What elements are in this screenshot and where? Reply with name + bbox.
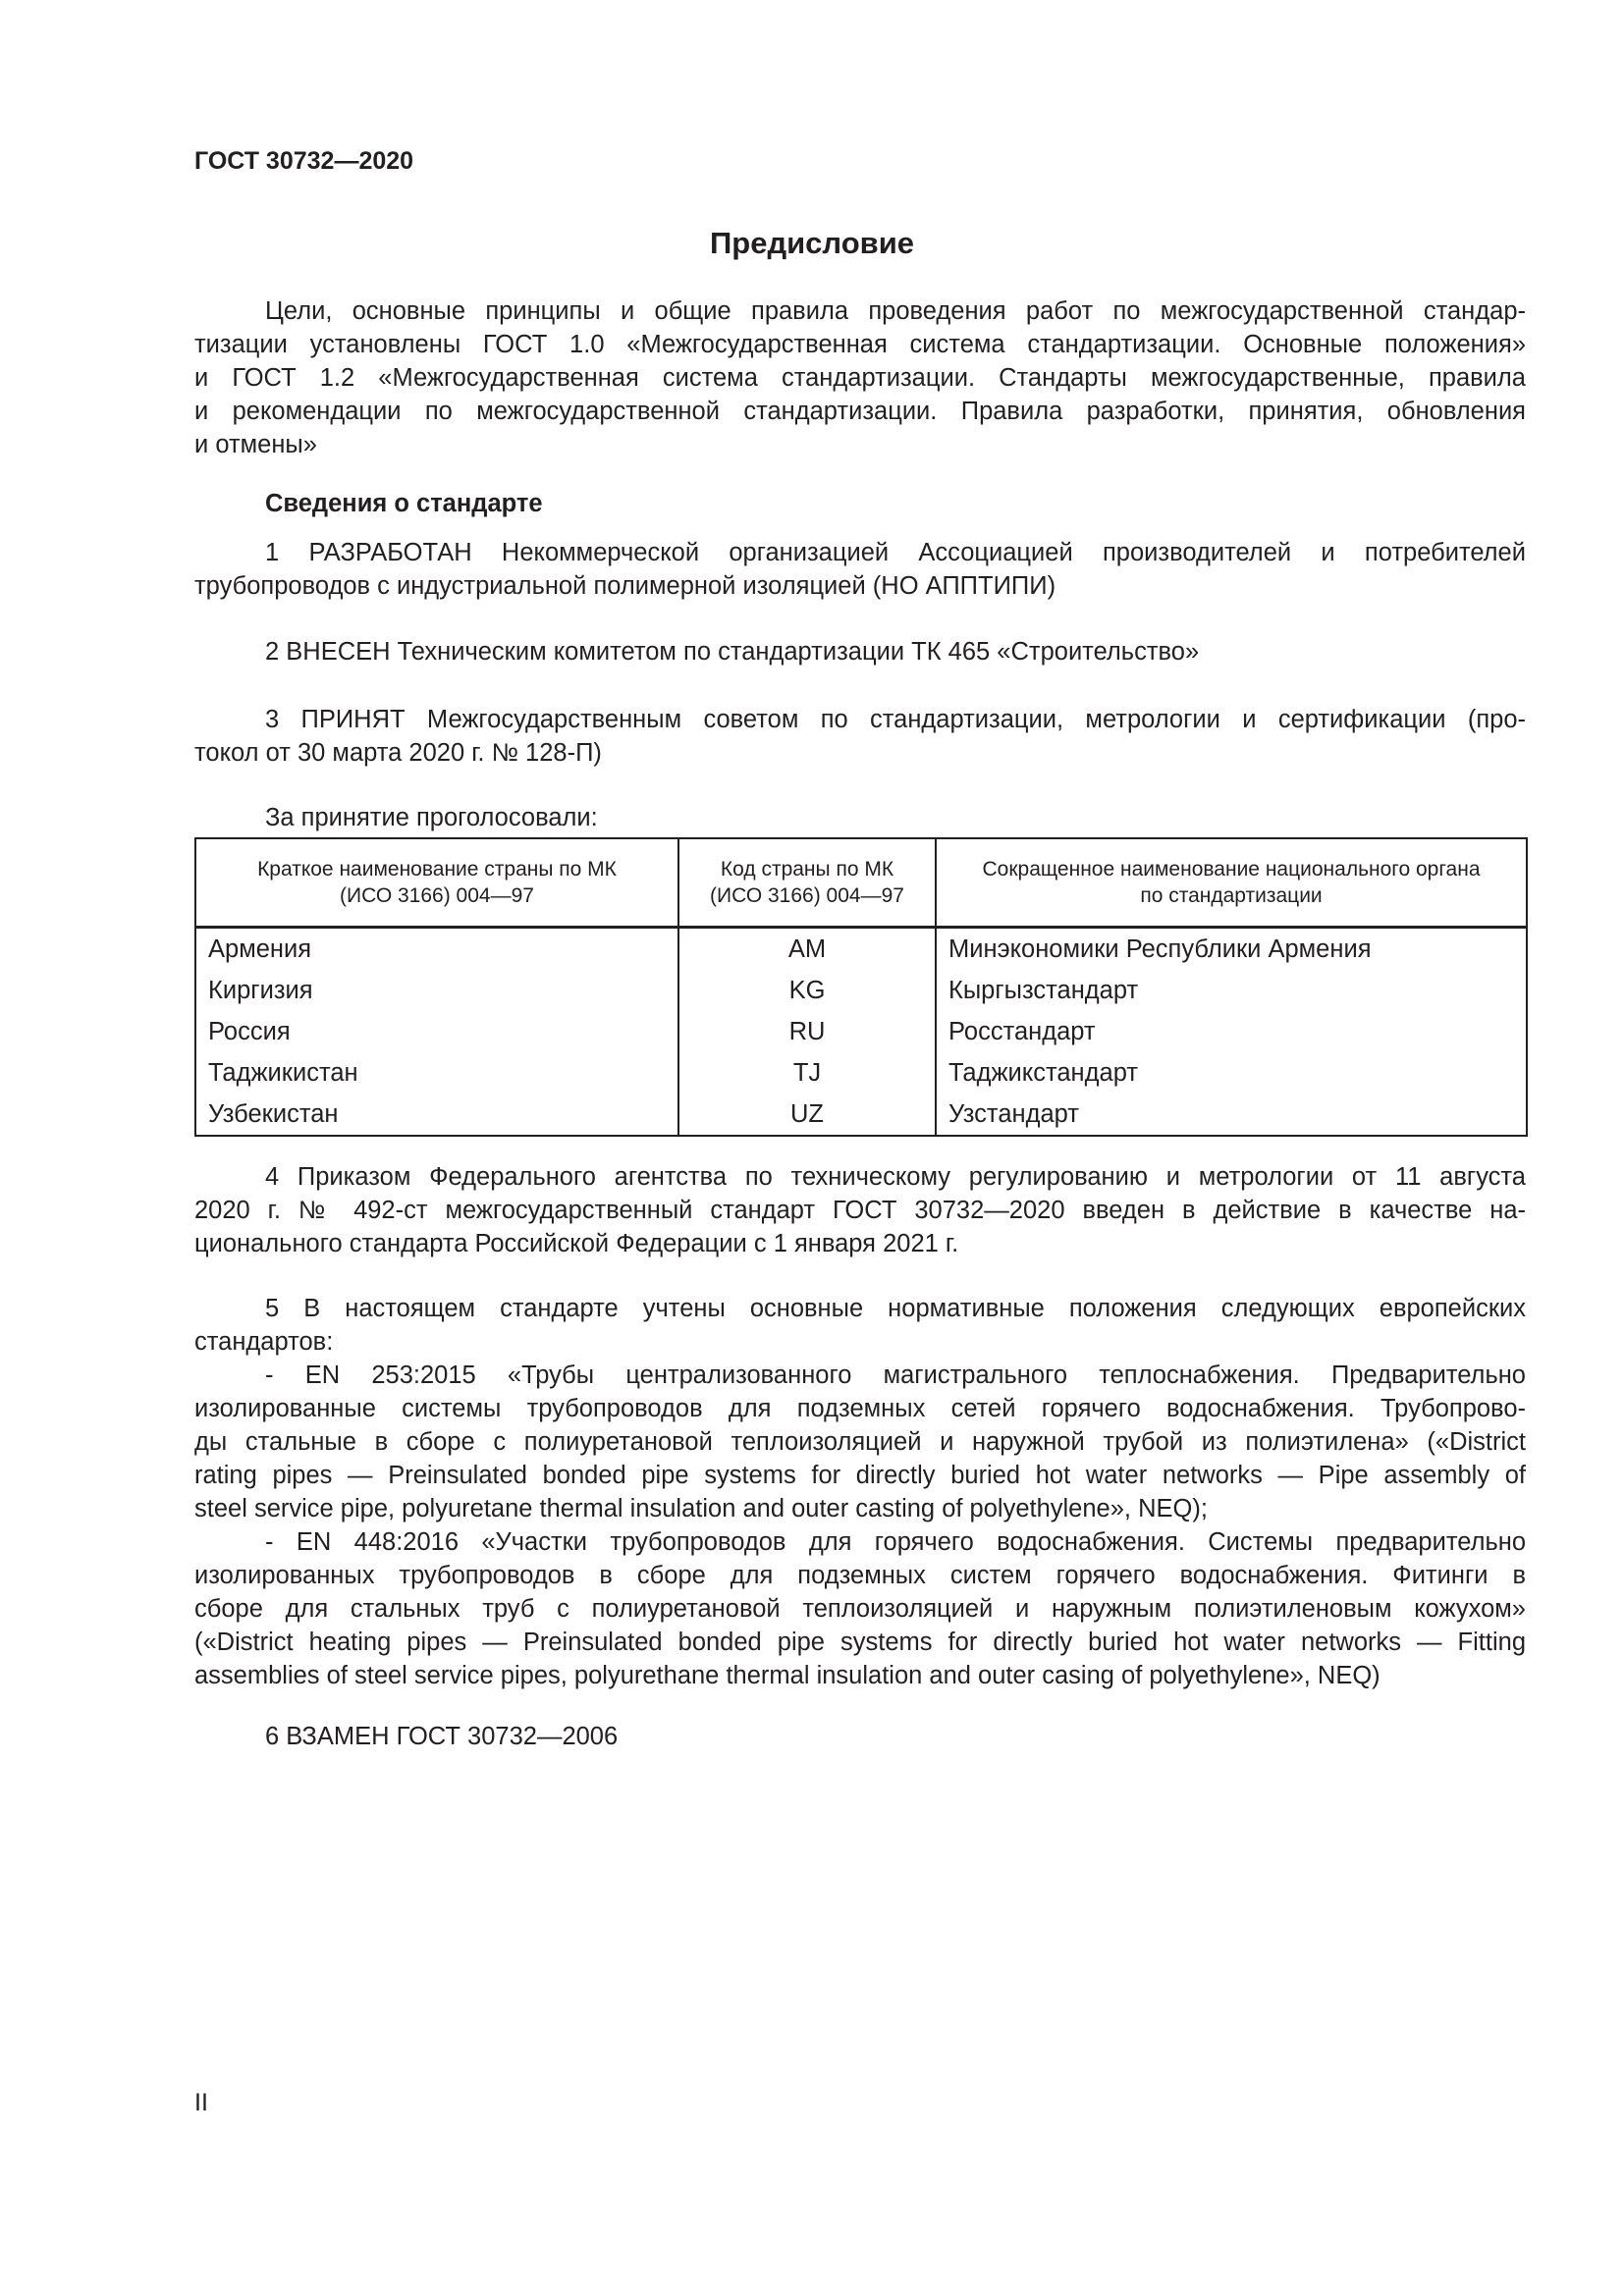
text-line: токол от 30 марта 2020 г. № 128-П) — [194, 739, 602, 767]
text-line: стандартов: — [194, 1328, 334, 1356]
country-cell: Россия — [195, 1011, 678, 1052]
code-cell: KG — [678, 970, 936, 1011]
item-5 — [194, 1292, 1526, 1692]
organ-cell: Кыргызстандарт — [936, 970, 1527, 1011]
header-line: Сокращенное наименование национального органа — [982, 858, 1481, 881]
organ-cell: Таджикстандарт — [936, 1052, 1527, 1094]
header-line: Краткое наименование страны по МК — [257, 858, 617, 881]
item-4 — [194, 1160, 1526, 1260]
header-line: (ИСО 3166) 004—97 — [340, 884, 534, 907]
item-2 — [194, 635, 1526, 668]
text-line: и ГОСТ 1.2 «Межгосударственная система стандартизации. Стандарты межгосударственные, правила — [194, 364, 1526, 392]
code-cell: TJ — [678, 1052, 936, 1094]
text-line: - EN 448:2016 «Участки трубопроводов для горячего водоснабжения. Системы предварительно — [265, 1528, 1526, 1556]
text-line: («District heating pipes — Preinsulated bonded pipe systems for directly buried hot water networks — Fitting — [194, 1629, 1526, 1656]
votes-table — [194, 837, 1528, 1137]
text-line: и рекомендации по межгосударственной стандартизации. Правила разработки, принятия, обновления — [194, 398, 1526, 425]
table-row — [195, 928, 1527, 971]
text-line: сборе для стальных труб с полиуретановой теплоизоляцией и наружным полиэтиленовым кожухом» — [194, 1595, 1526, 1623]
table-header-row — [195, 838, 1527, 928]
text-line: 5 В настоящем стандарте учтены основные нормативные положения следующих европейских — [265, 1295, 1526, 1322]
item-1 — [194, 536, 1526, 603]
country-cell: Таджикистан — [195, 1052, 678, 1094]
code-cell: UZ — [678, 1094, 936, 1136]
vote-caption-block — [194, 801, 1526, 834]
organ-cell: Росстандарт — [936, 1011, 1527, 1052]
code-cell: RU — [678, 1011, 936, 1052]
text-line: 4 Приказом Федерального агентства по техническому регулированию и метрологии от 11 августа — [265, 1163, 1526, 1191]
country-cell: Узбекистан — [195, 1094, 678, 1136]
text-line: assemblies of steel service pipes, polyurethane thermal insulation and outer casing of polyethylene», NEQ) — [194, 1662, 1380, 1689]
column-header-organ — [936, 838, 1527, 928]
page-title: Предисловие — [709, 226, 914, 260]
text-line: трубопроводов с индустриальной полимерной изоляцией (НО АППТИПИ) — [194, 572, 1056, 600]
table-row — [195, 1011, 1527, 1052]
country-cell: Армения — [195, 928, 678, 971]
text-line: rating pipes — Preinsulated bonded pipe systems for directly buried hot water networks — Pipe assembly of — [194, 1462, 1526, 1489]
header-line: Код страны по МК — [720, 858, 894, 881]
text-line: 1 РАЗРАБОТАН Некоммерческой организацией Ассоциацией производителей и потребителей — [265, 539, 1526, 566]
text-line: 2 ВНЕСЕН Техническим комитетом по стандартизации ТК 465 «Строительство» — [265, 638, 1200, 666]
column-header-country — [195, 838, 678, 928]
text-line: 3 ПРИНЯТ Межгосударственным советом по стандартизации, метрологии и сертификации (про- — [265, 706, 1526, 733]
text-line: ционального стандарта Российской Федерации с 1 января 2021 г. — [194, 1230, 959, 1257]
document-header: ГОСТ 30732—2020 — [194, 147, 414, 175]
text-line: тизации установлены ГОСТ 1.0 «Межгосударственная система стандартизации. Основные положения» — [194, 331, 1526, 358]
text-line: steel service pipe, polyuretane thermal insulation and outer casting of polyethylene», NEQ); — [194, 1495, 1208, 1522]
table-row — [195, 1094, 1527, 1136]
header-line: (ИСО 3166) 004—97 — [710, 884, 904, 907]
column-header-code — [678, 838, 936, 928]
text-line: - EN 253:2015 «Трубы централизованного магистрального теплоснабжения. Предварительно — [265, 1362, 1526, 1389]
organ-cell: Минэкономики Республики Армения — [936, 928, 1527, 971]
text-line: ды стальные в сборе с полиуретановой теплоизоляцией и наружной трубой из полиэтилена» («District — [194, 1428, 1526, 1456]
text-line: и отмены» — [194, 431, 317, 458]
vote-caption: За принятие проголосовали: — [265, 804, 598, 831]
organ-cell: Узстандарт — [936, 1094, 1527, 1136]
text-line: изолированные системы трубопроводов для подземных сетей горячего водоснабжения. Трубопрово- — [194, 1395, 1526, 1422]
text-line: Цели, основные принципы и общие правила проведения работ по межгосударственной стандар- — [265, 297, 1526, 325]
info-heading-block — [194, 487, 1526, 520]
table-row — [195, 970, 1527, 1011]
text-line: 2020 г. № 492-ст межгосударственный стандарт ГОСТ 30732—2020 введен в действие в качестве на- — [194, 1197, 1526, 1224]
intro-paragraph — [194, 294, 1526, 461]
section-heading: Сведения о стандарте — [265, 490, 543, 517]
code-cell: AM — [678, 928, 936, 971]
page-number: II — [194, 2089, 208, 2116]
country-cell: Киргизия — [195, 970, 678, 1011]
text-line: изолированных трубопроводов в сборе для подземных систем горячего водоснабжения. Фитинги в — [194, 1562, 1526, 1589]
item-3 — [194, 703, 1526, 770]
text-line: 6 ВЗАМЕН ГОСТ 30732—2006 — [265, 1723, 619, 1750]
table-row — [195, 1052, 1527, 1094]
item-6 — [194, 1720, 1526, 1753]
header-line: по стандартизации — [1140, 884, 1323, 907]
